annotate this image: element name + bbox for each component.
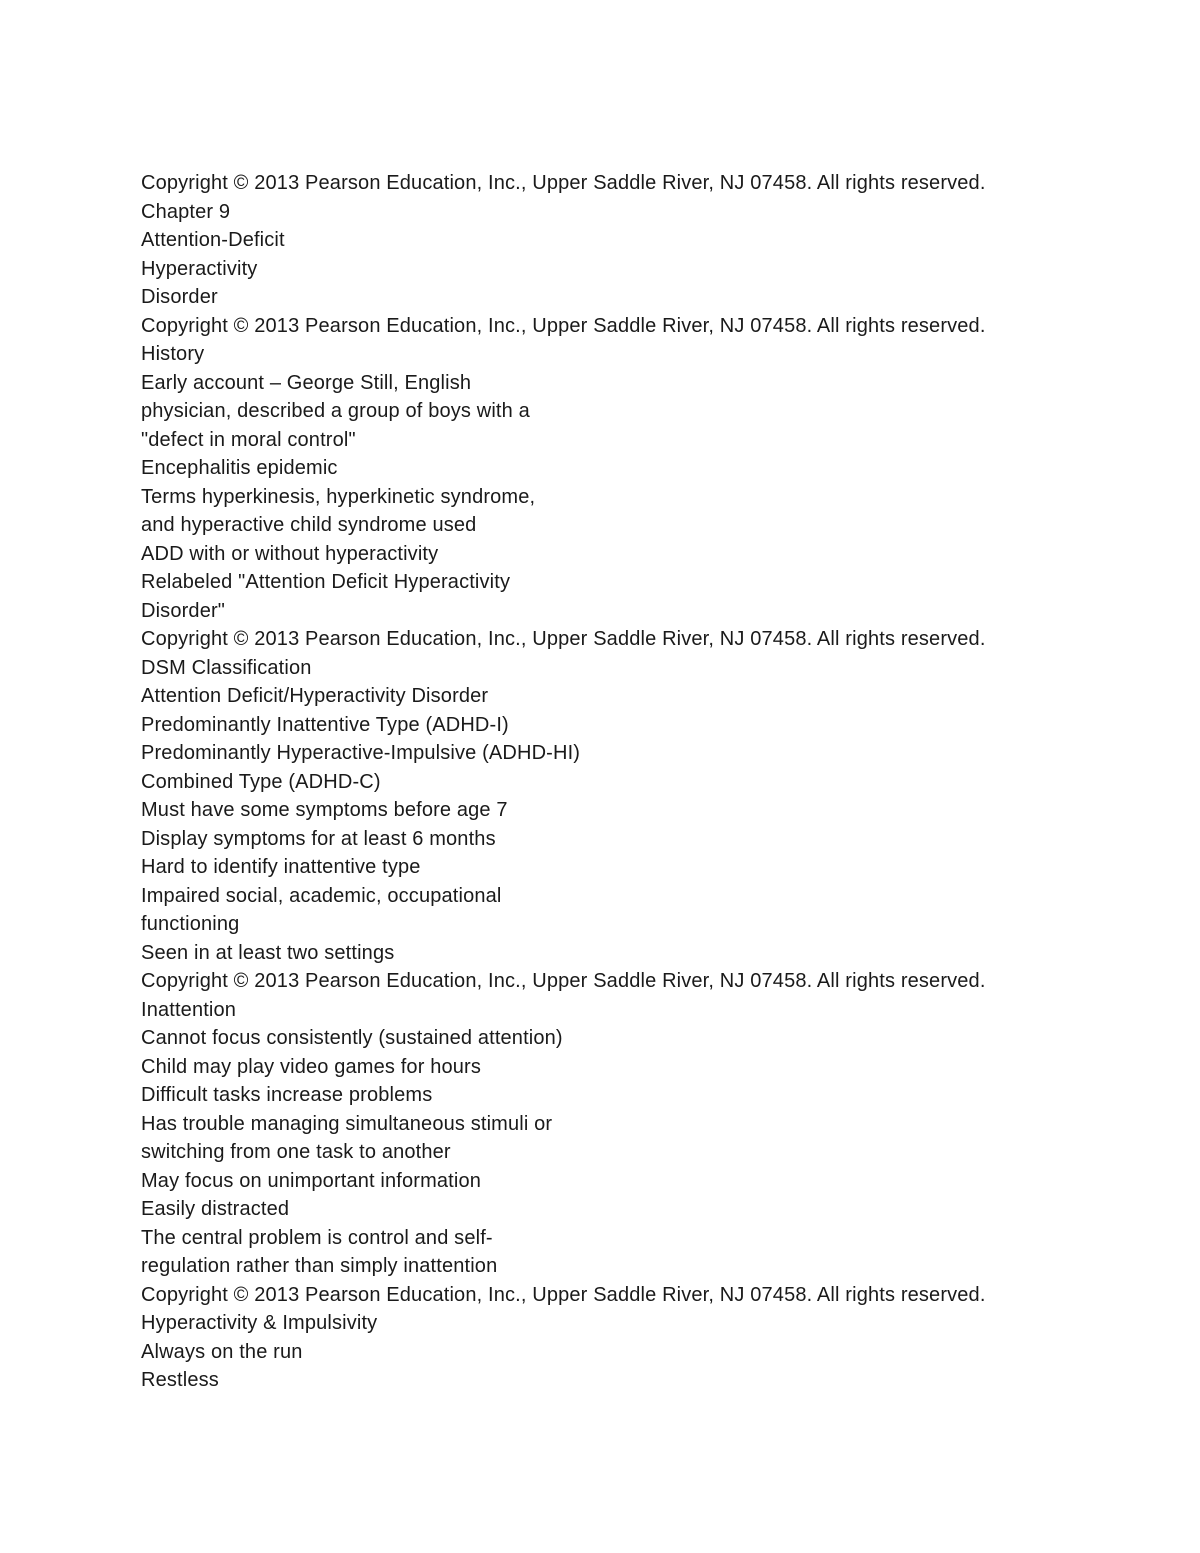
text-line: Display symptoms for at least 6 months — [141, 827, 496, 850]
text-line: Difficult tasks increase problems — [141, 1084, 433, 1106]
text-line: Impaired social, academic, occupational — [141, 884, 502, 907]
text-line: Easily distracted — [141, 1198, 290, 1220]
copyright-line: Copyright © 2013 Pearson Education, Inc., Upper Saddle River, NJ 07458. All rights reserved. — [141, 172, 986, 194]
text-line: Has trouble managing simultaneous stimuli or — [141, 1112, 553, 1135]
chapter-title: Hyperactivity — [141, 257, 258, 280]
copyright-line: Copyright © 2013 Pearson Education, Inc., Upper Saddle River, NJ 07458. All rights reserved. — [141, 1283, 986, 1306]
section-heading: Hyperactivity & Impulsivity — [141, 1312, 378, 1334]
chapter-title: Chapter 9 — [141, 200, 231, 223]
section-heading: Inattention — [141, 998, 237, 1021]
text-line: Must have some symptoms before age 7 — [141, 799, 508, 821]
chapter-title: Disorder — [141, 286, 218, 308]
text-line: Restless — [141, 1369, 219, 1391]
document-text — [141, 169, 1161, 1395]
text-line: ADD with or without hyperactivity — [141, 542, 439, 565]
text-line: Cannot focus consistently (sustained attention) — [141, 1027, 563, 1049]
text-line: Early account – George Still, English — [141, 371, 472, 394]
text-line: The central problem is control and self- — [141, 1226, 493, 1249]
chapter-title: Attention-Deficit — [141, 229, 285, 251]
copyright-line: Copyright © 2013 Pearson Education, Inc., Upper Saddle River, NJ 07458. All rights reserved. — [141, 314, 986, 337]
text-line: and hyperactive child syndrome used — [141, 514, 477, 536]
section-heading: History — [141, 343, 205, 365]
text-line: Terms hyperkinesis, hyperkinetic syndrome, — [141, 485, 536, 508]
text-line: switching from one task to another — [141, 1141, 451, 1163]
text-line: Disorder" — [141, 599, 226, 622]
text-line: May focus on unimportant information — [141, 1169, 482, 1192]
text-line: Child may play video games for hours — [141, 1055, 481, 1078]
text-line: Attention Deficit/Hyperactivity Disorder — [141, 685, 489, 707]
text-line: Predominantly Hyperactive-Impulsive (ADHD-HI) — [141, 742, 581, 764]
text-line: Encephalitis epidemic — [141, 457, 338, 479]
copyright-line: Copyright © 2013 Pearson Education, Inc., Upper Saddle River, NJ 07458. All rights reserved. — [141, 970, 986, 992]
copyright-line: Copyright © 2013 Pearson Education, Inc., Upper Saddle River, NJ 07458. All rights reserved. — [141, 628, 986, 650]
text-line: Predominantly Inattentive Type (ADHD-I) — [141, 713, 509, 736]
text-line: Always on the run — [141, 1340, 303, 1363]
text-line: Combined Type (ADHD-C) — [141, 770, 381, 793]
text-line: "defect in moral control" — [141, 428, 356, 451]
text-line: functioning — [141, 913, 240, 935]
text-line: Seen in at least two settings — [141, 941, 395, 964]
text-line: regulation rather than simply inattention — [141, 1255, 498, 1277]
text-line: Hard to identify inattentive type — [141, 856, 421, 878]
text-line: physician, described a group of boys with a — [141, 400, 530, 422]
text-line: Relabeled "Attention Deficit Hyperactivity — [141, 571, 511, 593]
section-heading: DSM Classification — [141, 656, 312, 679]
